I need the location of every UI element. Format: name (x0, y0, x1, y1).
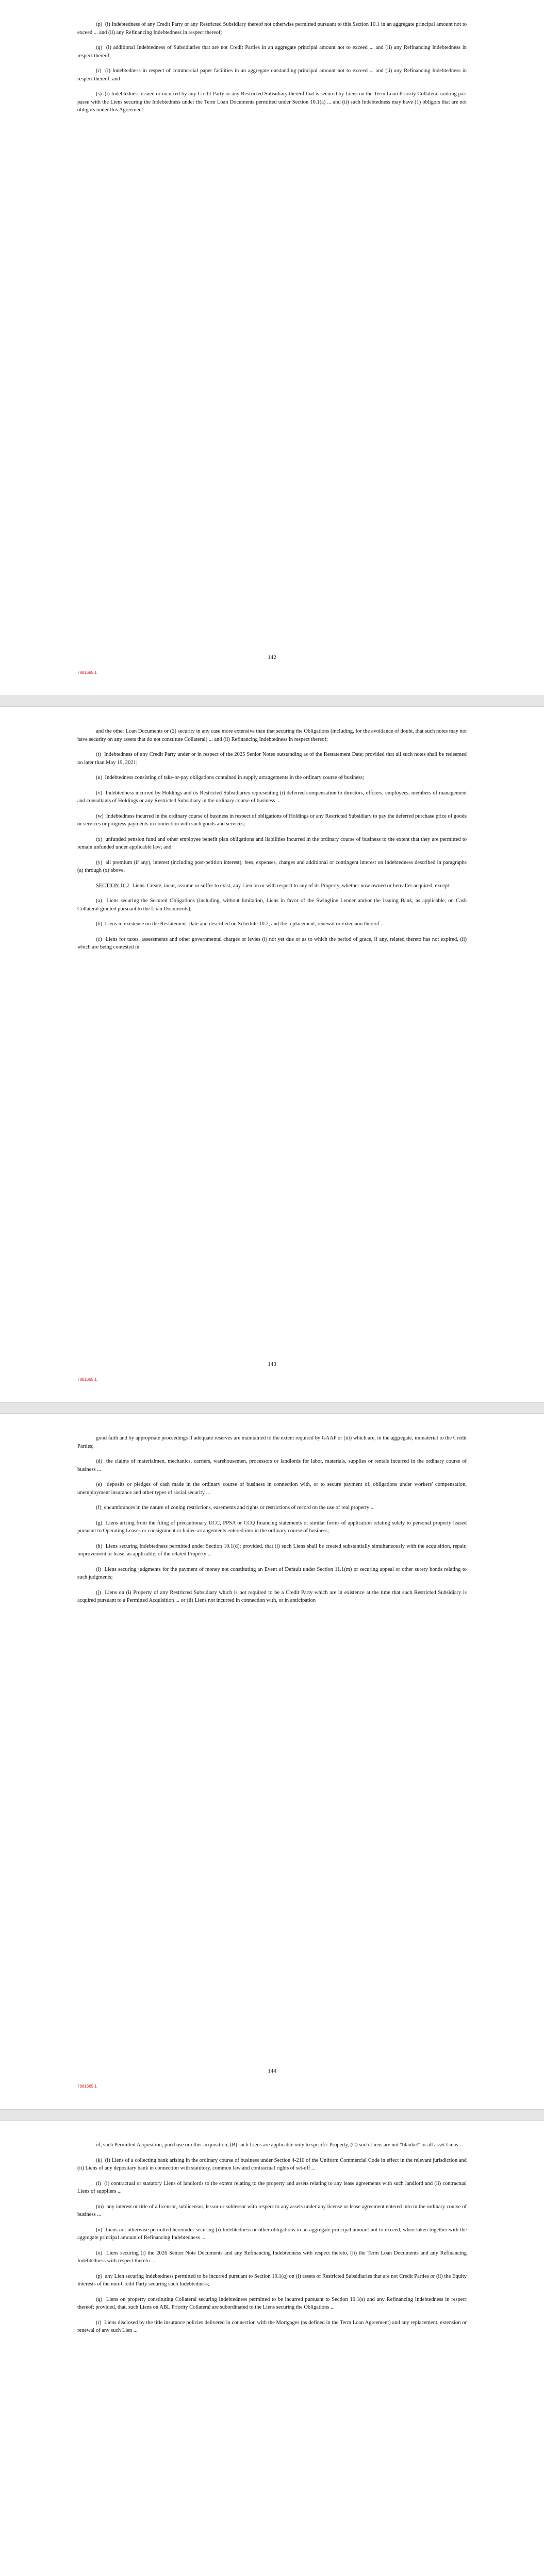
clause-text: good faith and by appropriate proceedings if adequate reserves are maintained to the extent required by GAAP or (iii) which are, in the aggregate, immaterial to the Credit Parties; (77, 1435, 467, 1449)
document-id: 7881665.1 (77, 1377, 97, 1382)
clause-text: Indebtedness consisting of take-or-pay obligations contained in supply arrangements in the ordinary course of business; (105, 775, 365, 781)
clause-label: (v) (96, 790, 103, 796)
clause-paragraph (77, 2203, 467, 2219)
clause-text: unfunded pension fund and other employee benefit plan obligations and liabilities incurred in the ordinary course of business to the extent that they are permitted to remain unfunded under applicable law; and (77, 836, 467, 850)
clause-paragraph (77, 1434, 467, 1450)
clause-label: SECTION 10.2 (96, 883, 130, 889)
clause-text: (i) additional Indebtedness of Subsidiaries that are not Credit Parties in an aggregate principal amount not to exceed ... and (ii) any Refinancing Indebtedness in respect thereof; (77, 45, 467, 59)
clause-text: Liens securing (i) the 2026 Senior Note Documents and any Refinancing Indebtedness with respect thereto, (ii) the Term Loan Documents and any Refinancing Indebtedness with respect thereto ... (77, 2250, 467, 2264)
clause-text: encumbrances in the nature of zoning restrictions, easements and rights or restrictions of record on the use of real property ... (104, 1505, 375, 1511)
clause-text: Liens not otherwise permitted hereunder securing (i) Indebtedness or other obligations in an aggregate principal amount not to exceed, when taken together with the aggregate principal amount of Refinancing Indebtedness ... (77, 2227, 467, 2241)
clause-paragraph (77, 67, 467, 83)
document-id: 7881665.1 (77, 2084, 97, 2089)
clause-text: Liens securing the Secured Obligations (including, without limitation, Liens in favor of the Swingline Lender and/or the Issuing Bank, as applicable, on Cash Collateral granted pursuant to the Loan Documents); (77, 898, 467, 912)
page-separator (0, 1402, 544, 1414)
clause-label: (n) (96, 2227, 103, 2233)
clause-label: (k) (96, 2157, 103, 2163)
clause-text: Liens disclosed by the title insurance policies delivered in connection with the Mortgages (as defined in the Term Loan Agreement) and any replacement, extension or renewal of any such Lien ... (77, 2319, 467, 2333)
page-number: 142 (268, 654, 276, 660)
clause-paragraph (77, 1504, 467, 1512)
clause-label: (i) (96, 1566, 101, 1572)
clause-label: (x) (96, 836, 103, 842)
clause-paragraph (77, 859, 467, 875)
document-page (0, 2121, 544, 2576)
clause-text: Indebtedness of any Credit Party under or in respect of the 2025 Senior Notes outstanding as of the Restatement Date; provided that all such notes shall be redeemed no later than May 19, 2021; (77, 752, 467, 766)
document-page (0, 0, 544, 696)
clause-label: (q) (96, 2296, 103, 2302)
page-separator (0, 696, 544, 707)
clause-text: Liens for taxes, assessments and other governmental charges or levies (i) not yet due or as to which the period of grace, if any, related thereto has not expired, (ii) which are being contested in (77, 936, 467, 950)
page-footer (77, 654, 467, 675)
clause-text: (i) contractual or statutory Liens of landlords to the extent relating to the property and assets relating to any lease agreements with such landlord and (ii) contractual Liens of suppliers ... (77, 2180, 467, 2194)
clause-label: (l) (96, 2180, 101, 2187)
document-id: 7881665.1 (77, 670, 97, 675)
page-number: 144 (268, 2068, 276, 2074)
clause-paragraph (77, 774, 467, 782)
clause-text: all premium (if any), interest (including post-petition interest), fees, expenses, charges and additional or contingent interest on Indebtedness described in paragraphs (a) through (x) above. (77, 859, 467, 873)
clause-paragraph (77, 44, 467, 60)
clause-text: the claims of materialmen, mechanics, carriers, warehousemen, processors or landlords for labor, materials, supplies or rentals incurred in the ordinary course of business ... (77, 1459, 467, 1472)
clause-paragraph (77, 936, 467, 952)
clause-label: (c) (96, 936, 102, 942)
clause-label: (f) (96, 1505, 102, 1511)
clause-paragraph (77, 2157, 467, 2173)
page-footer (77, 2068, 467, 2089)
clause-text: Liens on property constituting Collateral securing Indebtedness permitted to be incurred pursuant to Section 10.1(s) and any Refinancing Indebtedness in respect thereof; provided, that, such Liens on ABL Priority Collateral are subordinated to the Liens securing the Obligations ... (77, 2296, 467, 2310)
clause-label: (p) (96, 22, 103, 27)
clause-paragraph (77, 789, 467, 805)
section-heading (77, 882, 467, 890)
clause-paragraph (77, 90, 467, 114)
clause-paragraph (77, 836, 467, 852)
clause-text: Liens on (i) Property of any Restricted Subsidiary which is not required to be a Credit Party which are in existence at the time that such Restricted Subsidiary is acquired pursuant to a Permitted Acquisition ... or (ii) Liens not incurred in connection with, or in anticipation (77, 1589, 467, 1603)
clause-label: (e) (96, 1482, 102, 1487)
page-footer (77, 1361, 467, 1382)
clause-paragraph (77, 897, 467, 913)
clause-paragraph (77, 2249, 467, 2265)
clause-text: Indebtedness incurred in the ordinary course of business in respect of obligations of Holdings or any Restricted Subsidiary to pay the deferred purchase price of goods or services or progress payments in connection with such goods and services; (77, 813, 467, 827)
clause-label: (r) (96, 68, 102, 74)
clause-paragraph (77, 2296, 467, 2312)
clause-paragraph (77, 2226, 467, 2242)
clause-paragraph (77, 2141, 467, 2149)
clause-label: (a) (96, 898, 102, 904)
clause-paragraph (77, 812, 467, 828)
clause-text: (i) Liens of a collecting bank arising in the ordinary course of business under Section 4-210 of the Uniform Commercial Code in effect in the relevant jurisdiction and (ii) Liens of any depositary bank in connection with statutory, common law and contractual rights of set-off ... (77, 2157, 467, 2171)
clause-paragraph (77, 751, 467, 767)
clause-text: any interest or title of a licensor, sublicensor, lessor or sublessor with respect to any assets under any license or lease agreement entered into in the ordinary course of business ... (77, 2204, 467, 2217)
clause-paragraph (77, 1519, 467, 1535)
page-number: 143 (268, 1361, 276, 1367)
clause-paragraph (77, 1543, 467, 1558)
clause-paragraph (77, 2319, 467, 2335)
clause-paragraph (77, 2180, 467, 2196)
clause-label: (s) (96, 91, 102, 97)
clause-label: (t) (96, 752, 101, 757)
clause-text: (i) Indebtedness issued or incurred by any Credit Party or any Restricted Subsidiary thereof that is secured by Liens on the Term Loan Priority Collateral ranking pari passu with the Liens securing the Indebtedness under the Term Loan Documents permitted under Section 10.1(a) ... and (ii) such Indebtedness may have (1) obligors that are not obligors under this Agreement (77, 91, 467, 113)
clause-label: (u) (96, 775, 103, 781)
clause-paragraph (77, 2273, 467, 2289)
clause-label: (q) (96, 45, 103, 50)
clause-label: (r) (96, 2319, 102, 2326)
clause-text: Indebtedness incurred by Holdings and its Restricted Subsidiaries representing (i) deferred compensation to directors, officers, employees, members of management and consultants of Holdings or any Restricted Subsidiary in the ordinary course of business ... (77, 790, 467, 804)
clause-text: Liens securing Indebtedness permitted under Section 10.1(d); provided, that (i) such Liens shall be created substantially simultaneously with the acquisition, repair, improvement or lease, as applicable, of the related Property ... (77, 1543, 467, 1557)
document-page (0, 707, 544, 1402)
clause-paragraph (77, 920, 467, 928)
clause-paragraph (77, 1589, 467, 1605)
clause-paragraph (77, 1481, 467, 1497)
clause-label: (m) (96, 2204, 104, 2210)
clause-label: (g) (96, 1520, 103, 1526)
clause-label: (b) (96, 921, 103, 927)
clause-paragraph (77, 21, 467, 37)
document-page (0, 1414, 544, 2109)
clause-label: (h) (96, 1543, 103, 1549)
clause-label: (p) (96, 2273, 103, 2279)
clause-text: Liens in existence on the Restatement Date and described on Schedule 10.2, and the replacement, renewal or extension thereof ... (105, 921, 385, 927)
clause-label: (o) (96, 2250, 103, 2256)
clause-paragraph (77, 727, 467, 743)
clause-text: Liens. Create, incur, assume or suffer to exist, any Lien on or with respect to any of its Property, whether now owned or hereafter acquired, except: (132, 883, 451, 889)
clause-label: (w) (96, 813, 104, 819)
clause-text: (i) Indebtedness in respect of commercial paper facilities in an aggregate outstanding principal amount not to exceed ... and (ii) any Refinancing Indebtedness in respect thereof; and (77, 68, 467, 82)
clause-paragraph (77, 1458, 467, 1473)
clause-text: of, such Permitted Acquisition, purchase or other acquisition, (B) such Liens are applicable only to specific Property, (C) such Liens are not "blanket" or all asset Liens ... (96, 2142, 464, 2148)
clause-text: and the other Loan Documents or (2) security in any case more extensive than that securing the Obligations (including, for the avoidance of doubt, that such notes may not have security on any assets that do not constitute Collateral) ... and (ii) Refinancing Indebtedness in respect thereof; (77, 728, 467, 742)
clause-paragraph (77, 1566, 467, 1582)
clause-label: (y) (96, 859, 103, 866)
clause-text: deposits or pledges of cash made in the ordinary course of business in connection with, or to secure payment of, obligations under workers' compensation, unemployment insurance and other types of social security ... (77, 1482, 467, 1496)
clause-text: Liens securing judgments for the payment of money not constituting an Event of Default under Section 11.1(m) or securing appeal or other surety bonds relating to such judgments; (77, 1566, 467, 1580)
page-separator (0, 2109, 544, 2121)
clause-text: (i) Indebtedness of any Credit Party or any Restricted Subsidiary thereof not otherwise permitted pursuant to this Section 10.1 in an aggregate principal amount not to exceed ... and (ii) any Refinancing Indebtedness in respect thereof; (77, 22, 467, 36)
clause-label: (d) (96, 1459, 103, 1464)
clause-label: (j) (96, 1589, 101, 1596)
clause-text: any Lien securing Indebtedness permitted to be incurred pursuant to Section 10.1(q) on (i) assets of Restricted Subsidiaries that are not Credit Parties or (ii) the Equity Interests of the non-Credit Party securing such Indebtedness; (77, 2273, 467, 2287)
clause-text: Liens arising from the filing of precautionary UCC, PPSA or CCQ financing statements or similar forms of application relating solely to personal property leased pursuant to Operating Leases or consignment or bailee arrangements entered into in the ordinary course of business; (77, 1520, 467, 1534)
